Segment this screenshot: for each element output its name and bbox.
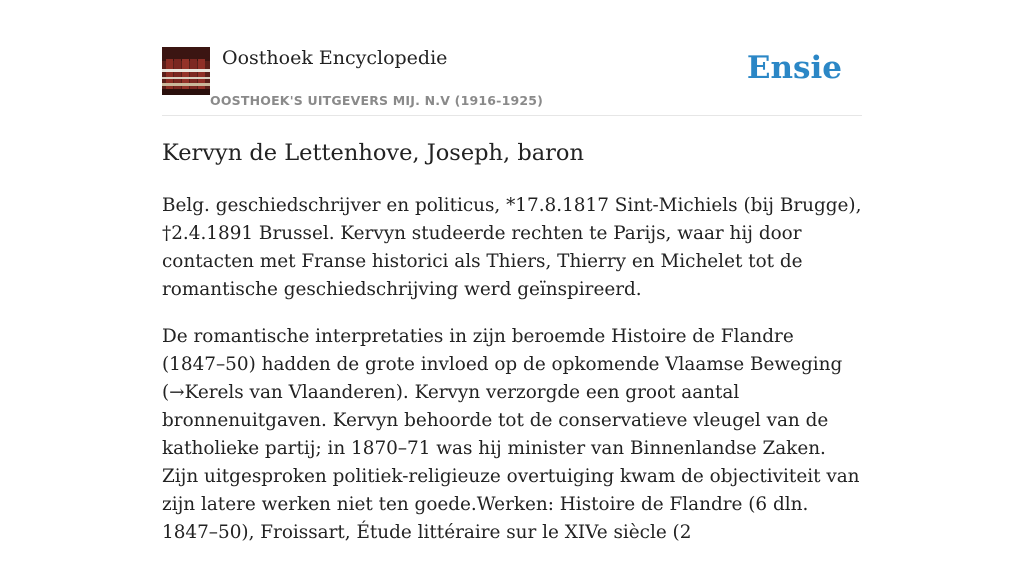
- entry-paragraph: Belg. geschiedschrijver en politicus, *17.8.1817 Sint-Michiels (bij Brugge), †2.4.1891 Brussel. Kervyn studeerde rechten te Parijs, waar hij door contacten met Franse historici als Thiers, Thierry en Michelet tot de romantische geschiedschrijving werd geïnspireerd.: [162, 195, 862, 300]
- page: [162, 0, 862, 543]
- book-title[interactable]: Oosthoek Encyclopedie: [222, 47, 448, 69]
- book-publisher-subtitle: OOSTHOEK'S UITGEVERS MIJ. N.V (1916-1925): [210, 93, 544, 108]
- encyclopedia-books-icon[interactable]: [162, 47, 210, 95]
- entry-body: [162, 192, 862, 566]
- page-header: [162, 45, 862, 116]
- entry-title: Kervyn de Lettenhove, Joseph, baron: [162, 140, 584, 166]
- ensie-logo-link[interactable]: Ensie: [746, 50, 842, 86]
- entry-paragraph: De romantische interpretaties in zijn beroemde Histoire de Flandre (1847–50) hadden de grote invloed op de opkomende Vlaamse Beweging (→Kerels van Vlaanderen). Kervyn verzorgde een groot aantal bronnenuitgaven. Kervyn behoorde tot de conservatieve vleugel van de katholieke partij; in 1870–71 was hij minister van Binnenlandse Zaken. Zijn uitgesproken politiek-religieuze overtuiging kwam de objectiviteit van zijn latere werken niet ten goede.Werken: Histoire de Flandre (6 dln. 1847–50), Froissart, Étude littéraire sur le XIVe siècle (2: [162, 326, 860, 543]
